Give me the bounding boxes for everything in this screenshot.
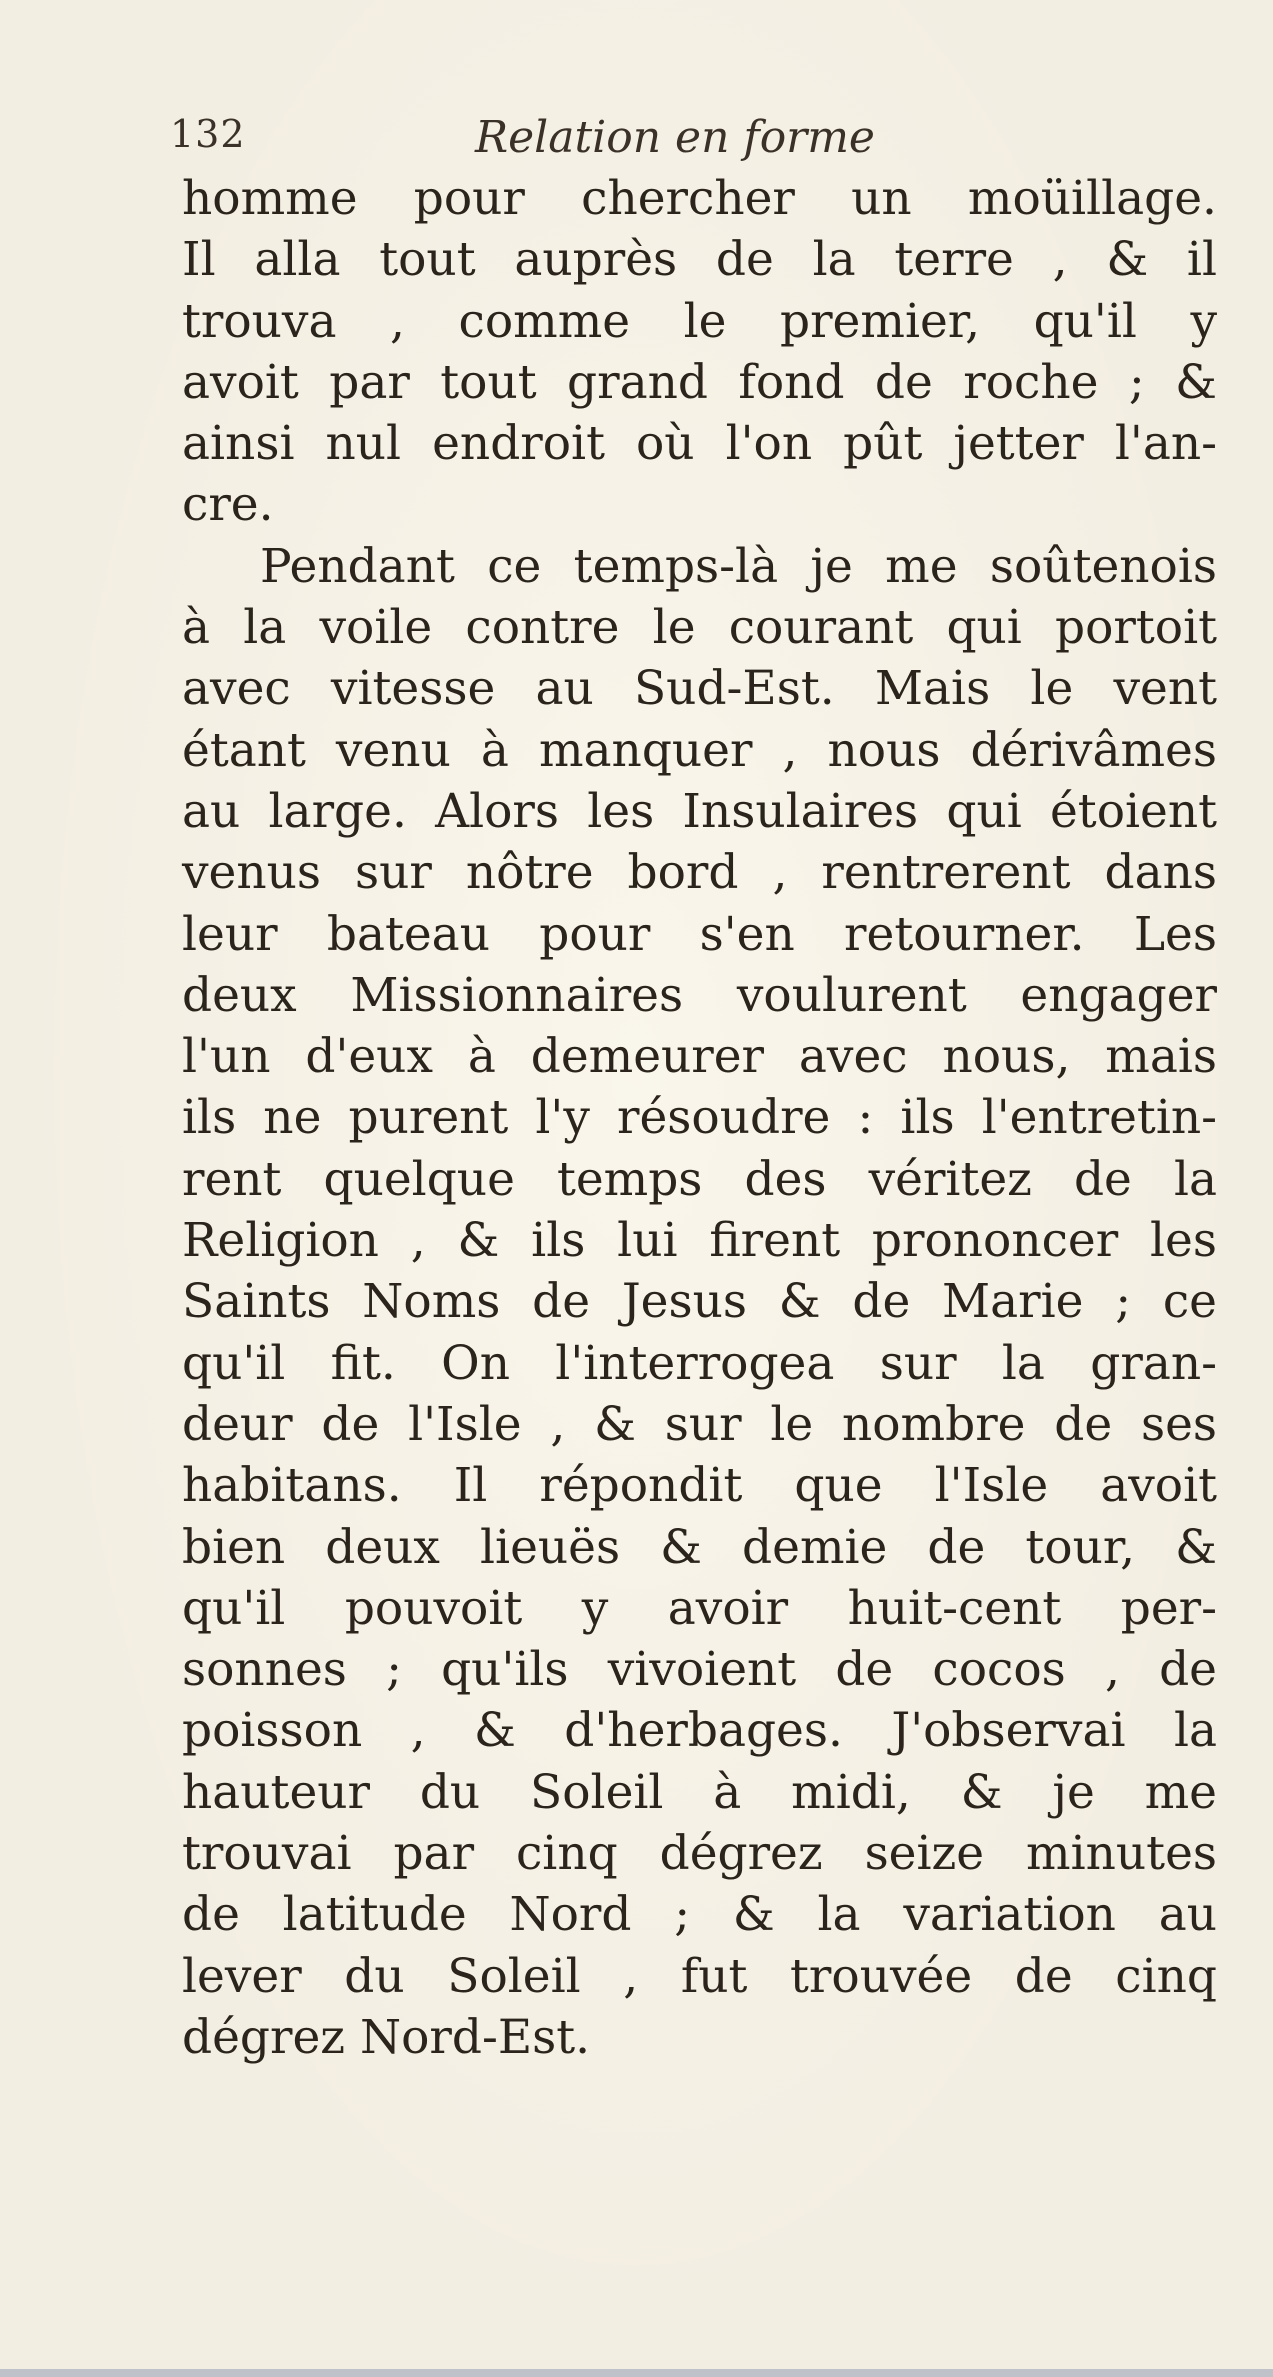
page-header — [170, 112, 1070, 172]
text-line: sonnes ; qu'ils vivoient de cocos , de — [182, 1642, 1217, 1698]
body-text — [182, 168, 1217, 2068]
text-line: trouva , comme le premier, qu'il y — [182, 293, 1217, 349]
text-line: leur bateau pour s'en retourner. Les — [182, 906, 1217, 962]
text-line: deux Missionnaires voulurent engager — [182, 967, 1217, 1023]
text-line: deur de l'Isle , & sur le nombre de ses — [182, 1396, 1217, 1452]
text-line: bien deux lieuës & demie de tour, & — [182, 1519, 1217, 1575]
text-line: ils ne purent l'y résoudre : ils l'entretin- — [182, 1090, 1217, 1146]
text-line: de latitude Nord ; & la variation au — [182, 1887, 1217, 1943]
text-line: étant venu à manquer , nous dérivâmes — [182, 722, 1217, 778]
text-line: avec vitesse au Sud-Est. Mais le vent — [182, 661, 1217, 717]
text-line: homme pour chercher un moüillage. — [182, 171, 1217, 226]
text-line: ainsi nul endroit où l'on pût jetter l'an- — [182, 416, 1217, 472]
text-line: poisson , & d'herbages. J'observai la — [182, 1703, 1217, 1759]
running-head: Relation en forme — [475, 112, 875, 163]
page-number: 132 — [170, 112, 246, 156]
text-line: qu'il pouvoit y avoir huit-cent per- — [182, 1580, 1217, 1636]
text-line: dégrez Nord-Est. — [182, 2009, 591, 2065]
text-line: venus sur nôtre bord , rentrerent dans — [182, 845, 1217, 901]
text-line: trouvai par cinq dégrez seize minutes — [182, 1826, 1217, 1882]
text-line: avoit par tout grand fond de roche ; & — [182, 354, 1217, 410]
text-line: l'un d'eux à demeurer avec nous, mais — [182, 1029, 1217, 1085]
text-line: rent quelque temps des véritez de la — [182, 1151, 1217, 1207]
text-line: lever du Soleil , fut trouvée de cinq — [182, 1948, 1217, 2004]
text-line: qu'il fit. On l'interrogea sur la gran- — [182, 1335, 1217, 1391]
text-line: Il alla tout auprès de la terre , & il — [182, 232, 1217, 288]
text-line: Saints Noms de Jesus & de Marie ; ce — [182, 1274, 1217, 1330]
page-bottom-edge — [0, 2369, 1273, 2377]
text-line: cre. — [182, 477, 274, 533]
text-line: au large. Alors les Insulaires qui étoient — [182, 783, 1217, 839]
text-line: à la voile contre le courant qui portoit — [182, 600, 1217, 656]
paragraph-start-line: Pendant ce temps-là je me soûtenois — [260, 538, 1217, 594]
text-line: habitans. Il répondit que l'Isle avoit — [182, 1458, 1217, 1514]
text-line: Religion , & ils lui firent prononcer les — [182, 1213, 1217, 1269]
text-line: hauteur du Soleil à midi, & je me — [182, 1764, 1217, 1820]
